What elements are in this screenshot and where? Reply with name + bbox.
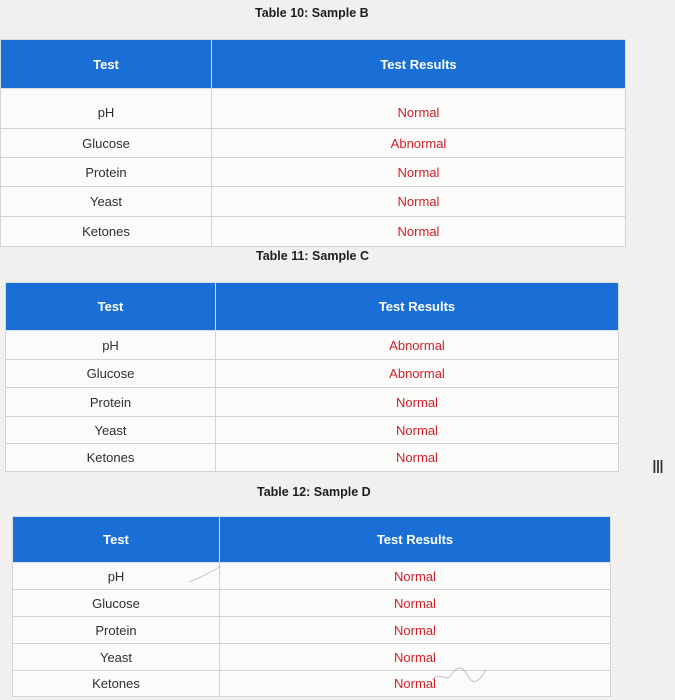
test-result: Normal (216, 444, 619, 472)
test-result: Normal (212, 158, 626, 187)
table-row (13, 590, 611, 617)
test-name: pH (13, 563, 220, 590)
test-result: Normal (220, 617, 611, 644)
test-name: Yeast (6, 417, 216, 444)
test-name: Protein (6, 388, 216, 417)
table-caption: Table 11: Sample C (256, 249, 370, 263)
test-name: Ketones (13, 671, 220, 697)
column-header-results: Test Results (212, 40, 626, 89)
column-header-test: Test (1, 40, 212, 89)
table-row (1, 89, 626, 129)
test-result: Normal (220, 644, 611, 671)
test-result: Abnormal (212, 129, 626, 158)
table-row (1, 187, 626, 217)
table-row (1, 217, 626, 247)
column-header-results: Test Results (216, 283, 619, 331)
test-name: pH (1, 89, 212, 129)
results-table-sample-c (5, 282, 619, 472)
test-result: Normal (220, 563, 611, 590)
text-cursor-icon: Ⅲ (651, 457, 665, 478)
test-name: Ketones (6, 444, 216, 472)
table-caption: Table 10: Sample B (255, 6, 369, 20)
test-name: Yeast (1, 187, 212, 217)
test-name: Glucose (6, 360, 216, 388)
table-row (13, 563, 611, 590)
table-row (13, 617, 611, 644)
column-header-results: Test Results (220, 517, 611, 563)
table-row (6, 444, 619, 472)
test-result: Normal (220, 671, 611, 697)
column-header-test: Test (6, 283, 216, 331)
test-name: Protein (13, 617, 220, 644)
test-name: pH (6, 331, 216, 360)
test-result: Abnormal (216, 331, 619, 360)
results-table-sample-d (12, 516, 611, 697)
table-row (6, 417, 619, 444)
table-caption: Table 12: Sample D (257, 485, 371, 499)
test-result: Normal (212, 187, 626, 217)
scribble-icon (430, 664, 490, 686)
test-result: Abnormal (216, 360, 619, 388)
test-result: Normal (220, 590, 611, 617)
test-result: Normal (212, 217, 626, 247)
column-header-test: Test (13, 517, 220, 563)
test-result: Normal (216, 388, 619, 417)
test-name: Glucose (13, 590, 220, 617)
table-row (6, 360, 619, 388)
table-row (1, 158, 626, 187)
test-name: Glucose (1, 129, 212, 158)
test-result: Normal (216, 417, 619, 444)
table-row (1, 129, 626, 158)
table-row (6, 388, 619, 417)
table-row (6, 331, 619, 360)
table-row (13, 671, 611, 697)
pen-mark-icon (185, 562, 225, 586)
test-name: Protein (1, 158, 212, 187)
test-name: Yeast (13, 644, 220, 671)
test-result: Normal (212, 89, 626, 129)
test-name: Ketones (1, 217, 212, 247)
results-table-sample-b (0, 39, 626, 247)
table-row (13, 644, 611, 671)
